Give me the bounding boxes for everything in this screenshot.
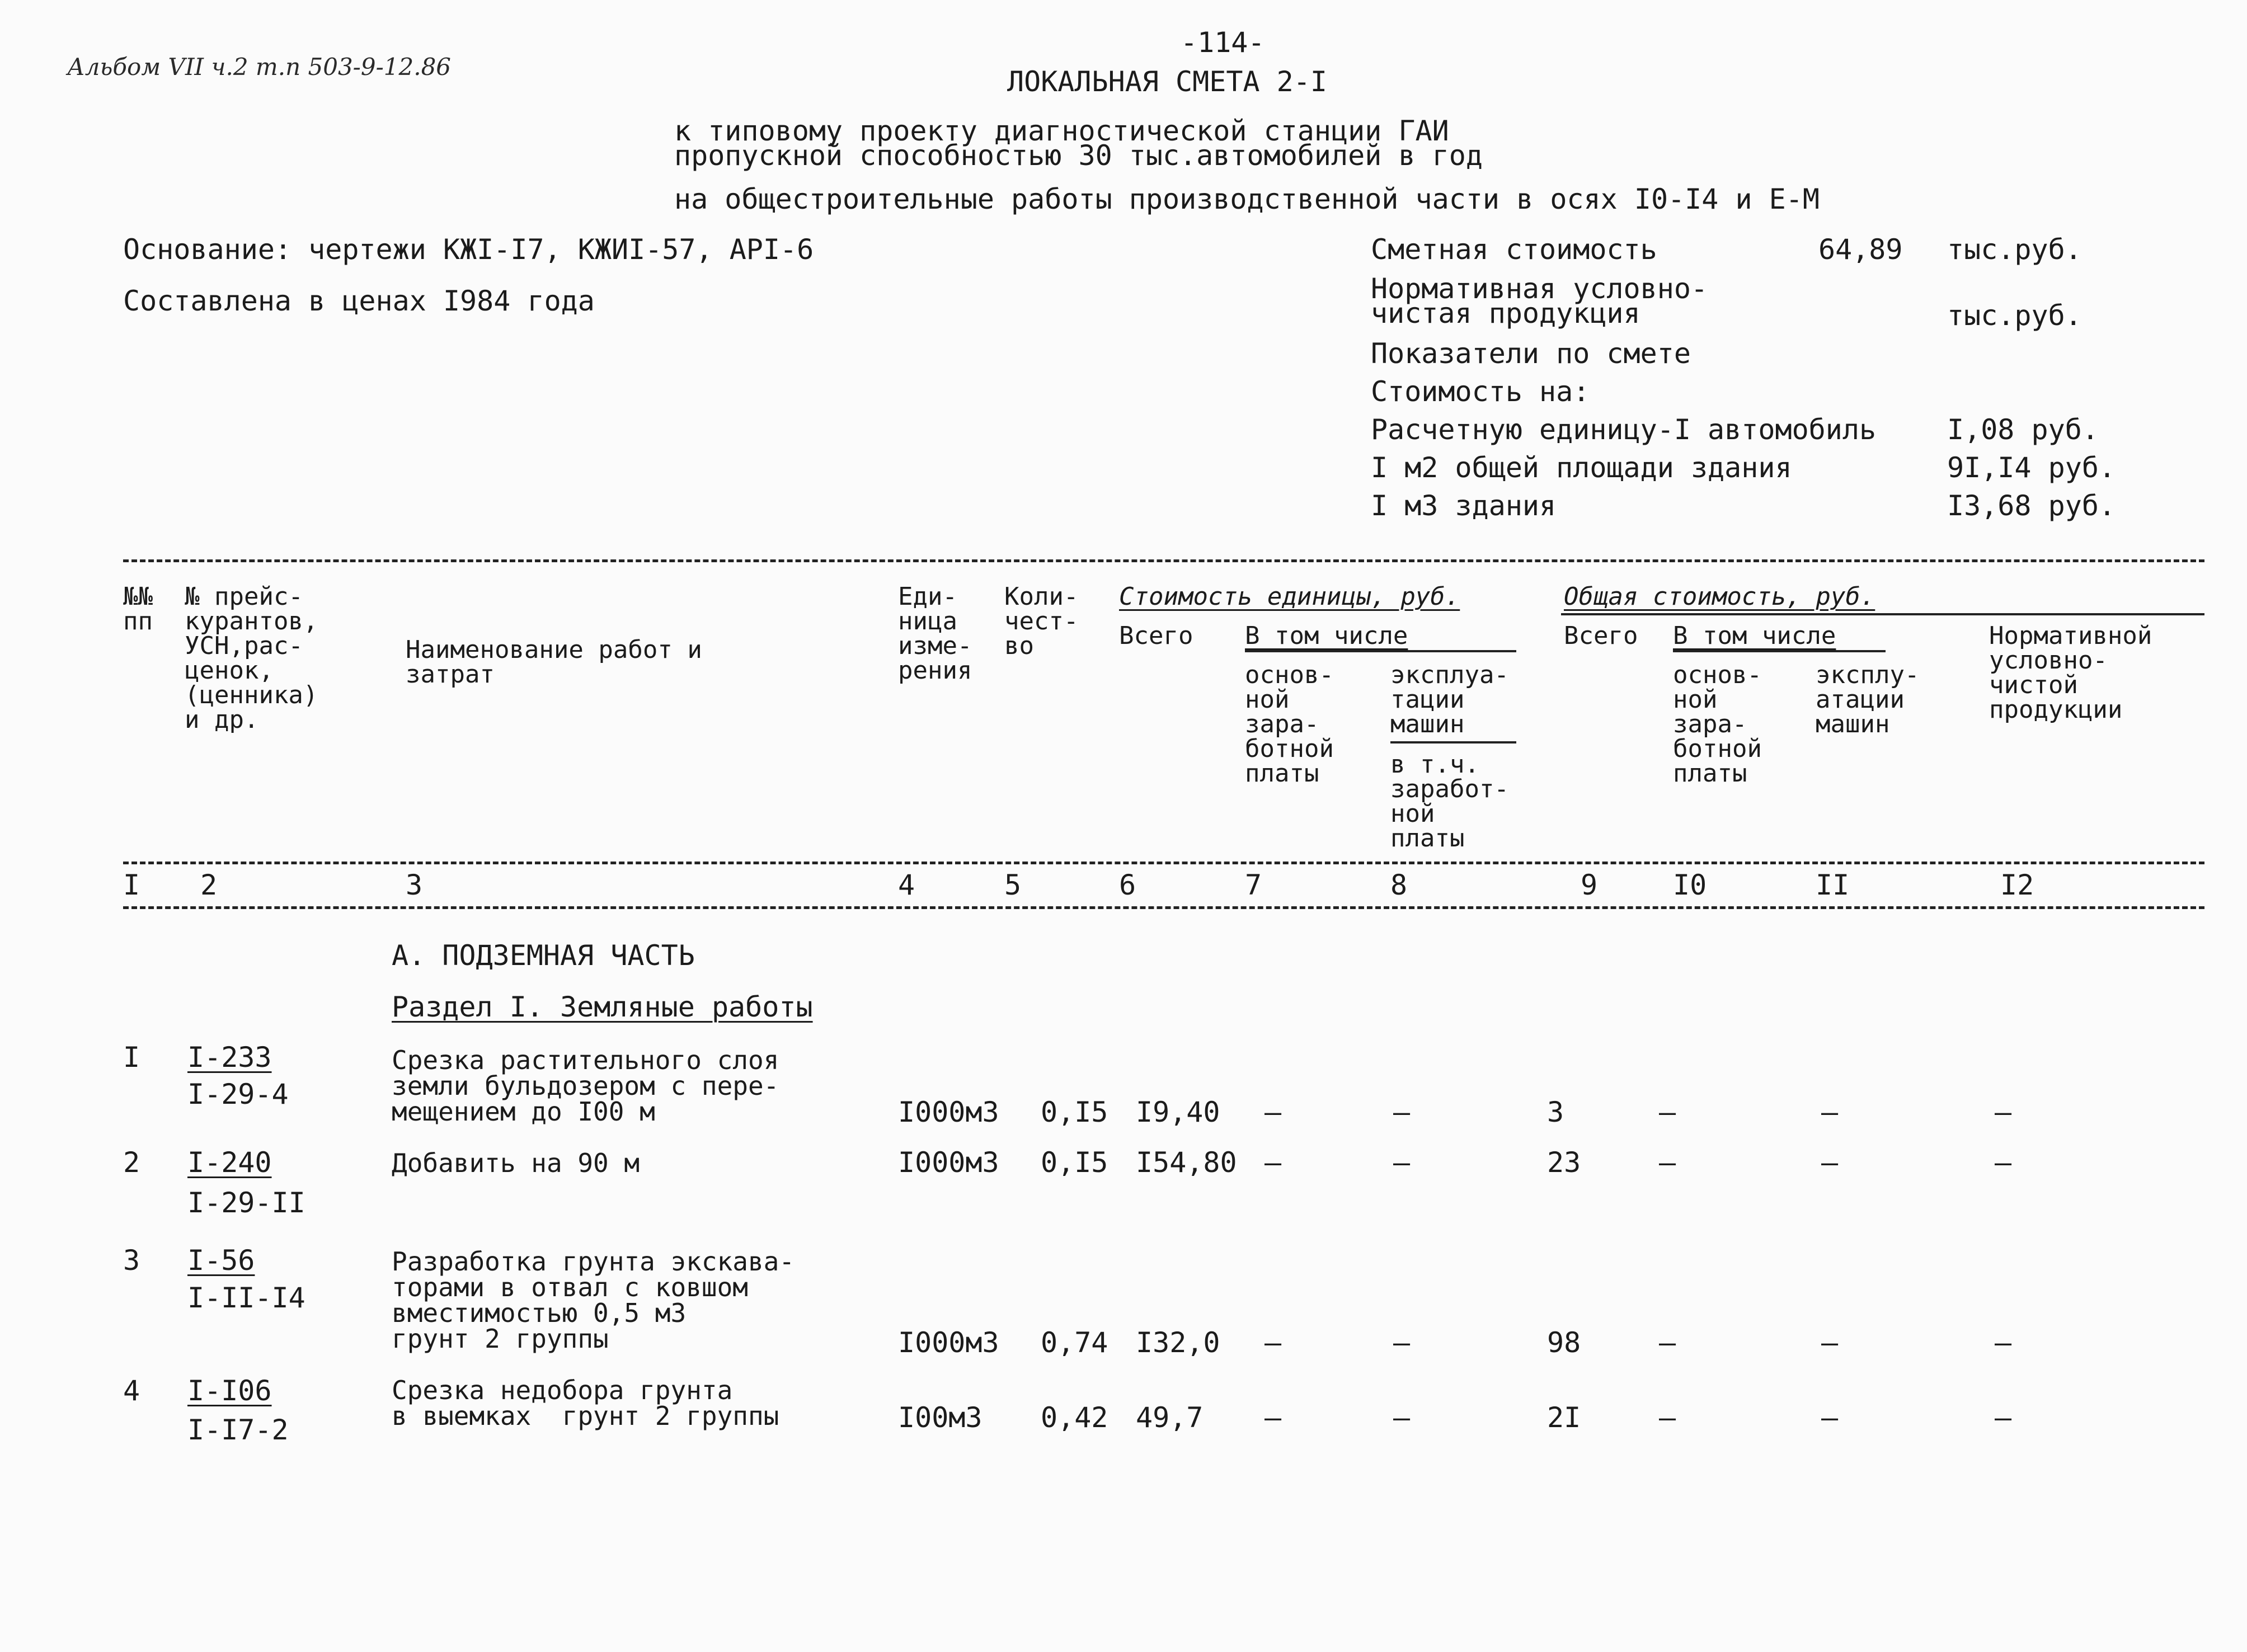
- col-number: I0: [1673, 869, 1707, 901]
- prices-text: Составлена в ценах I984 года: [123, 285, 595, 317]
- header-total-rule: [1561, 613, 2204, 615]
- row-total: 23: [1547, 1146, 1581, 1179]
- row-col11: –: [1821, 1326, 1839, 1359]
- header-mid-rule: [123, 862, 2204, 864]
- col-number: 4: [898, 869, 915, 901]
- row-code-bottom: I-29-II: [187, 1187, 305, 1219]
- row-unit: I00м3: [898, 1401, 983, 1434]
- header-col-6: Всего: [1119, 622, 1193, 650]
- norm-label: Нормативная условно- чистая продукция: [1371, 272, 1708, 330]
- header-incl-rule: [1245, 650, 1516, 652]
- row-code-bottom: I-I7-2: [187, 1414, 289, 1446]
- row-code-top: I-I06: [187, 1375, 272, 1407]
- row-col8: –: [1393, 1401, 1411, 1434]
- row-col7: –: [1264, 1326, 1282, 1359]
- row-total: 2I: [1547, 1401, 1581, 1434]
- indicator-value: I3,68 руб.: [1947, 490, 2116, 522]
- col-number: I: [123, 869, 140, 901]
- row-unit-price: 49,7: [1136, 1401, 1204, 1434]
- header-bottom-rule: [123, 906, 2204, 909]
- col-number: 3: [406, 869, 423, 901]
- header-col-7: основ- ной зара- ботной платы: [1245, 661, 1334, 788]
- document-title: ЛОКАЛЬНАЯ СМЕТА 2-I: [1007, 65, 1327, 98]
- row-col10: –: [1659, 1326, 1676, 1359]
- row-code-bottom: I-II-I4: [187, 1282, 305, 1314]
- header-col-1: №№ пп: [123, 582, 153, 636]
- indicator-label: Расчетную единицу-I автомобиль: [1371, 413, 1877, 446]
- row-col12: –: [1995, 1146, 2012, 1179]
- row-number: 4: [123, 1375, 140, 1407]
- indicator-value: I,08 руб.: [1947, 413, 2099, 446]
- row-name: Срезка недобора грунта в выемках грунт 2 группы: [392, 1375, 779, 1431]
- indicator-label: I м3 здания: [1371, 490, 1557, 522]
- cost-on-label: Стоимость на:: [1371, 375, 1590, 408]
- subtitle-line-3: на общестроительные работы производственной части в осях I0-I4 и Е-М: [674, 183, 1820, 215]
- row-name: Разработка грунта экскава- торами в отвал с ковшом вместимостью 0,5 м3 грунт 2 группы: [392, 1246, 795, 1354]
- page-number: -114-: [1181, 26, 1265, 59]
- norm-unit: тыс.руб.: [1947, 299, 2082, 332]
- indicators-label: Показатели по смете: [1371, 337, 1691, 370]
- header-incl: В том числе: [1245, 622, 1408, 650]
- col-number: 6: [1119, 869, 1136, 901]
- cost-unit: тыс.руб.: [1947, 233, 2082, 266]
- row-unit: I000м3: [898, 1146, 999, 1179]
- subtitle-line-2: пропускной способностью 30 тыс.автомобилей в год: [674, 139, 1483, 172]
- row-code-top: I-233: [187, 1041, 272, 1074]
- row-col11: –: [1821, 1096, 1839, 1128]
- header-col-2: № прейс- курантов, УСН,рас- ценок, (ценника) и др.: [185, 582, 318, 734]
- row-col8: –: [1393, 1146, 1411, 1179]
- header-top-rule: [123, 559, 2204, 562]
- row-number: 2: [123, 1146, 140, 1179]
- row-quantity: 0,42: [1041, 1401, 1108, 1434]
- row-total: 3: [1547, 1096, 1564, 1128]
- row-col10: –: [1659, 1146, 1676, 1179]
- col-number: 7: [1245, 869, 1262, 901]
- row-col11: –: [1821, 1401, 1839, 1434]
- row-col12: –: [1995, 1401, 2012, 1434]
- row-unit-price: I54,80: [1136, 1146, 1237, 1179]
- row-code-top: I-240: [187, 1146, 272, 1179]
- header-col-4: Еди- ница изме- рения: [898, 582, 972, 685]
- header-total-cost: Общая стоимость, руб.: [1564, 582, 1875, 611]
- col-number: 2: [200, 869, 218, 901]
- header-mach-wage: в т.ч. заработ- ной платы: [1390, 750, 1509, 853]
- basis-text: Основание: чертежи КЖI-I7, КЖИI-57, АРI-6: [123, 233, 814, 266]
- indicator-label: I м2 общей площади здания: [1371, 451, 1792, 484]
- header-col-8: эксплуа- тации машин: [1390, 661, 1509, 738]
- row-col7: –: [1264, 1096, 1282, 1128]
- row-col12: –: [1995, 1096, 2012, 1128]
- col-number: I2: [2000, 869, 2034, 901]
- header-col-10: основ- ной зара- ботной платы: [1673, 661, 1762, 788]
- row-col10: –: [1659, 1096, 1676, 1128]
- row-code-bottom: I-29-4: [187, 1078, 289, 1110]
- header-incl-2-rule: [1673, 650, 1886, 652]
- header-mach-rule: [1390, 741, 1516, 743]
- cost-value: 64,89: [1818, 233, 1903, 266]
- row-col10: –: [1659, 1401, 1676, 1434]
- row-unit-price: I32,0: [1136, 1326, 1220, 1359]
- header-unit-cost: Стоимость единицы, руб.: [1119, 582, 1460, 611]
- row-unit-price: I9,40: [1136, 1096, 1220, 1128]
- row-name: Срезка растительного слоя земли бульдозером с пере- мещением до I00 м: [392, 1045, 779, 1127]
- col-number: 5: [1004, 869, 1022, 901]
- col-number: 8: [1390, 869, 1408, 901]
- header-col-12: Нормативной условно- чистой продукции: [1989, 622, 2152, 724]
- row-unit: I000м3: [898, 1096, 999, 1128]
- header-col-9: Всего: [1564, 622, 1638, 650]
- section-a-heading: А. ПОДЗЕМНАЯ ЧАСТЬ: [392, 939, 695, 972]
- header-incl-2: В том числе: [1673, 622, 1836, 650]
- row-col11: –: [1821, 1146, 1839, 1179]
- row-col8: –: [1393, 1096, 1411, 1128]
- row-quantity: 0,I5: [1041, 1146, 1108, 1179]
- col-number: 9: [1581, 869, 1598, 901]
- row-code-top: I-56: [187, 1244, 255, 1277]
- row-name: Добавить на 90 м: [392, 1148, 640, 1178]
- row-col7: –: [1264, 1401, 1282, 1434]
- row-unit: I000м3: [898, 1326, 999, 1359]
- row-col12: –: [1995, 1326, 2012, 1359]
- row-number: 3: [123, 1244, 140, 1277]
- col-number: II: [1816, 869, 1850, 901]
- subtitle-line-1: к типовому проекту диагностической станции ГАИ: [674, 115, 1449, 147]
- indicator-value: 9I,I4 руб.: [1947, 451, 2116, 484]
- row-col7: –: [1264, 1146, 1282, 1179]
- header-col-11: эксплу- атации машин: [1816, 661, 1920, 738]
- section-1-heading: Раздел I. Земляные работы: [392, 991, 813, 1023]
- row-number: I: [123, 1041, 140, 1074]
- album-handwritten-note: Альбом VII ч.2 т.п 503-9-12.86: [67, 53, 452, 81]
- row-total: 98: [1547, 1326, 1581, 1359]
- row-quantity: 0,74: [1041, 1326, 1108, 1359]
- header-col-5: Коли- чест- во: [1004, 582, 1079, 660]
- header-col-3: Наименование работ и затрат: [406, 636, 702, 689]
- cost-label: Сметная стоимость: [1371, 233, 1657, 266]
- row-col8: –: [1393, 1326, 1411, 1359]
- row-quantity: 0,I5: [1041, 1096, 1108, 1128]
